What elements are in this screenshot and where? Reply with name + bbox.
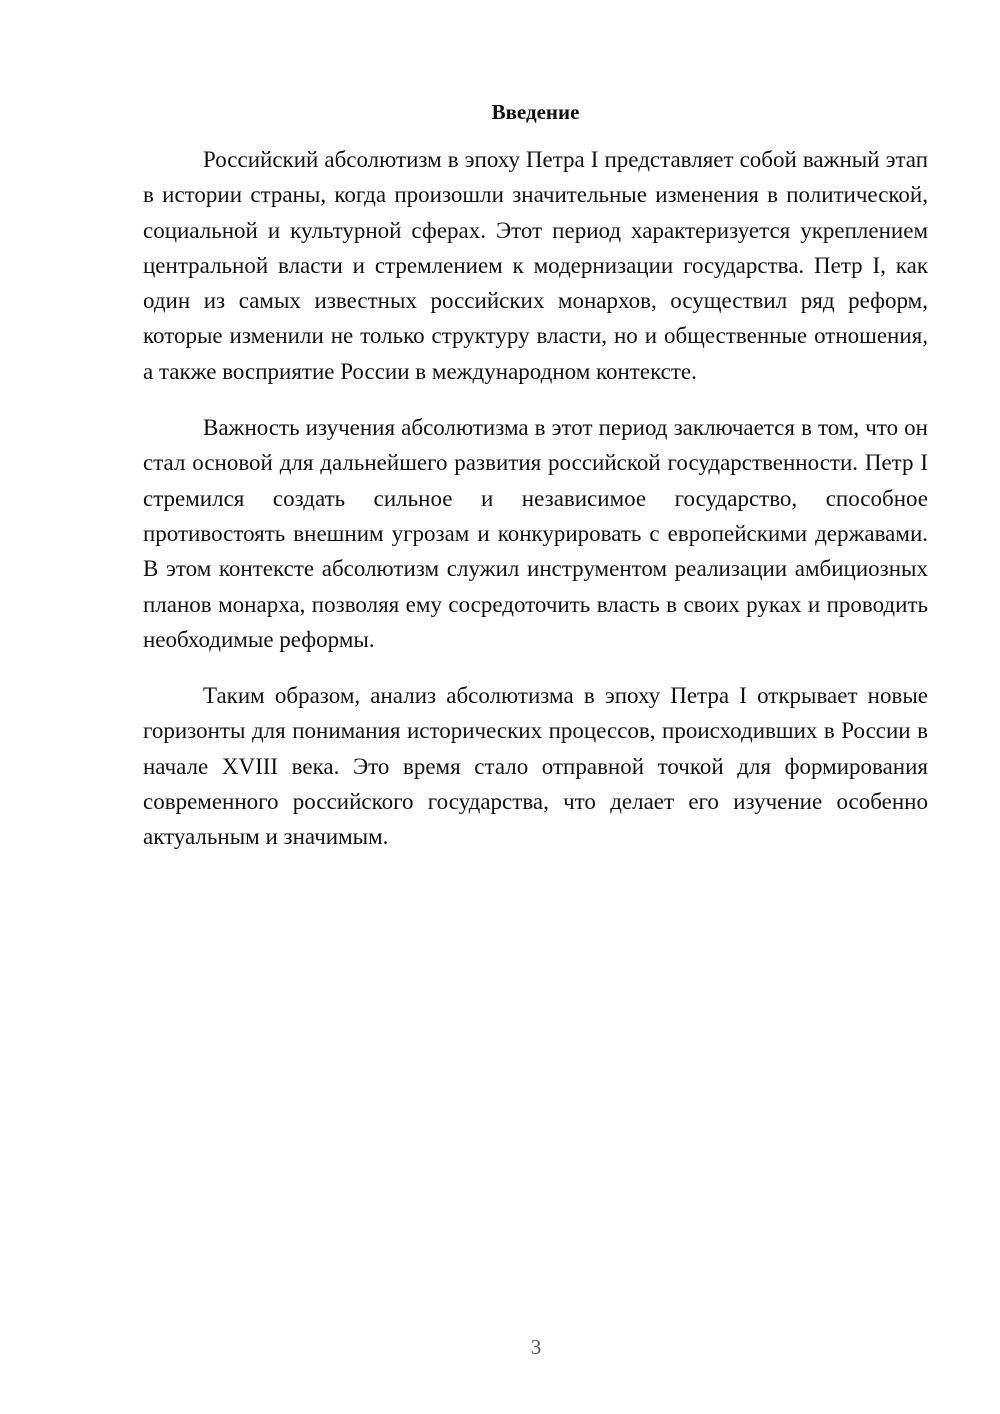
document-body	[143, 142, 928, 876]
page-number: 3	[530, 1335, 542, 1359]
paragraph-3: Таким образом, анализ абсолютизма в эпоху Петра I открывает новые горизонты для понимания исторических процессов, происходивших в России в начале XVIII века. Это время стало отправной точкой для формирования современного российского государства, что делает его изучение особенно актуальным и значимым.	[143, 683, 928, 850]
paragraph-2: Важность изучения абсолютизма в этот период заключается в том, что он стал основой для дальнейшего развития российской государственности. Петр I стремился создать сильное и независимое государство, способное противостоять внешним угрозам и конкурировать с европейскими державами. В этом контексте абсолютизм служил инструментом реализации амбициозных планов монарха, позволяя ему сосредоточить власть в своих руках и проводить необходимые реформы.	[143, 415, 928, 652]
section-title: Введение	[491, 100, 580, 124]
paragraph-1: Российский абсолютизм в эпоху Петра I представляет собой важный этап в истории страны, когда произошли значительные изменения в политической, социальной и культурной сферах. Этот период характеризуется укреплением центральной власти и стремлением к модернизации государства. Петр I, как один из самых известных российских монархов, осуществил ряд реформ, которые изменили не только структуру власти, но и общественные отношения, а также восприятие России в международном контексте.	[143, 147, 928, 384]
